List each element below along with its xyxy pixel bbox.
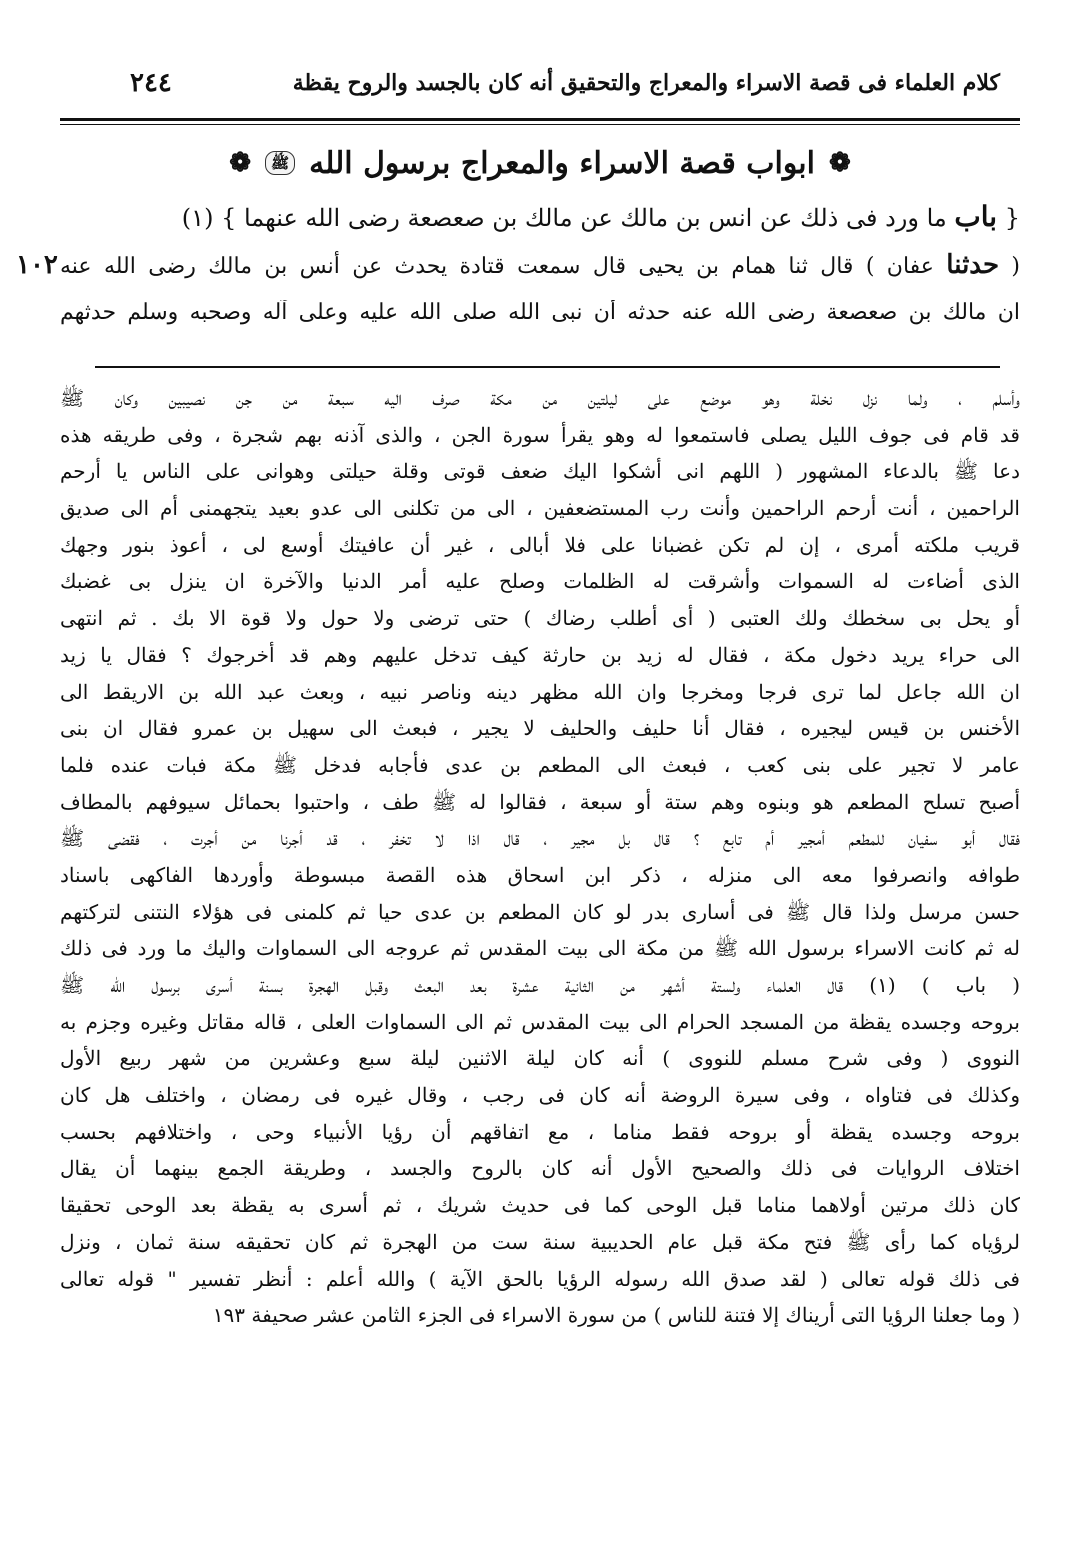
bab-heading — [120, 200, 1020, 240]
bab-note-ref: (١) — [181, 204, 214, 232]
chapter-title — [100, 140, 980, 186]
note-line: ان الله جاعل لما ترى فرجا ومخرجا وان الله مظهر دينه وناصر نبيه ، وبعث عبد الله بن الاريقط الى — [60, 679, 1020, 704]
ornament-right-icon: ❁ — [829, 148, 851, 178]
haddathana-word: حدثنا — [946, 250, 1000, 280]
note-line: دعا ﷺ بالدعاء المشهور ( اللهم انى أشكوا اليك ضعف قوتى وقلة حيلتى وهوانى على الناس يا أرحم — [60, 459, 1020, 484]
hadith-line-1 — [60, 250, 1020, 288]
hadith-line-1-text: عفان ) قال ثنا همام بن يحيى قال سمعت قتادة يحدث عن أنس بن مالك رضى الله عنه — [60, 254, 934, 279]
note-line: حسن مرسل ولذا قال ﷺ فى أسارى بدر لو كان المطعم بن عدى حيا ثم كلمنى فى هؤلاء النتنى لتركتهم — [60, 899, 1020, 924]
note-line: الذى أضاءت له السموات وأشرقت له الظلمات وصلح عليه أمر الدنيا والآخرة ان ينزل بى غضبك — [60, 569, 1020, 594]
chapter-title-text: ابواب قصة الاسراء والمعراج برسول الله — [309, 145, 815, 181]
note-line: الى حراء يريد دخول مكة ، فقال له زيد بن حارثة كيف تدخل عليهم وهم قد أخرجوك ؟ فقال يا زيد — [60, 642, 1020, 667]
note-line: بروحه وجسده يقظة من المسجد الحرام الى بيت المقدس ثم الى السماوات العلى ، قاله مقاتل وغيره وجزم به — [60, 1009, 1020, 1034]
note-line: الراحمين ، أنت أرحم الراحمين وأنت رب المستضعفين ، الى من تكلنى الى عدو بعيد يتجهمنى أم الى صديق — [60, 496, 1020, 521]
note-line: ( وما جعلنا الرؤيا التى أريناك إلا فتنة للناس ) من سورة الاسراء فى الجزء الثامن عشر صحيفة ١٩٣ — [212, 1303, 1020, 1328]
note-line: النووى ( وفى شرح مسلم للنووى ) أنه كان ليلة الاثنين ليلة سبع وعشرين من شهر ربيع الأول — [60, 1046, 1020, 1071]
note-line: طوافه وانصرفوا معه الى منزله ، ذكر ابن اسحاق هذه القصة مبسوطة وأوردها الفاكهى باسناد — [60, 862, 1020, 887]
header-title: كلام العلماء فى قصة الاسراء والمعراج والتحقيق أنه كان بالجسد والروح يقظة — [292, 70, 1000, 96]
header-rule — [60, 118, 1020, 121]
note-line: عامر لا تجير على بنى كعب ، فبعث الى المطعم بن عدى فأجابه فدخل ﷺ مكة فبات عنده فلما — [60, 752, 1020, 777]
hadith-line-2: ان مالك بن صعصعة رضى الله عنه حدثه أن نبى الله صلى الله عليه وعلى آله وصحبه وسلم حدثهم — [60, 300, 1020, 325]
note-line: بروحه وجسده يقظة أو بروحه فقط مناما ، مع اتفاقهم أن رؤيا الأنبياء وحى ، واختلافهم بحسب — [60, 1119, 1020, 1144]
note-line: اختلاف الروايات فى ذلك والصحيح الأول أنه كان بالروح والجسد ، وطريقة الجمع بينهما أن يقال — [60, 1156, 1020, 1181]
running-header — [100, 64, 1000, 102]
note-line: ( باب ) (١) قال العلماء ولستة أشهر من الثانية عشرة بعد البعث وقبل الهجرة بسنة أسرى برسول الله ﷺ — [60, 973, 1020, 997]
note-line: فقال أبو سفيان للمطعم أمجير أم تابع ؟ قال بل مجير ، قال اذا لا تخفر ، قد أجرنا من أجرت ، فقضى ﷺ — [60, 826, 1020, 851]
salawat-seal: ﷺ — [265, 151, 295, 175]
note-line: وأسلم ، ولما نزل نخلة وهو موضع على ليلتين من مكة صرف اليه سبعة من جن نصيبين وكان ﷺ — [60, 386, 1020, 410]
bracket-open: { — [997, 204, 1020, 232]
bracket-close: } — [213, 204, 237, 232]
note-line: قريب ملكته أمرى ، إن لم تكن غضبانا على فلا أبالى ، غير أن عافيتك أوسع لى ، أعوذ بنور وجهك — [60, 532, 1020, 557]
bracket-open: ( — [999, 254, 1020, 279]
page-number: ٢٤٤ — [130, 68, 172, 98]
note-line: له ثم كانت الاسراء برسول الله ﷺ من مكة الى بيت المقدس ثم عروجه الى السماوات واليك ما ورد فى ذلك — [60, 936, 1020, 961]
note-line: أو يحل بى سخطك ولك العتبى ( أى أطلب رضاك ) حتى ترضى ولا حول ولا قوة الا بك . ثم انتهى — [60, 606, 1020, 631]
note-line: قد قام فى جوف الليل يصلى فاستمعوا له وهو يقرأ سورة الجن ، والذى آذنه بهم شجرة ، وفى طريقه هذه — [60, 422, 1020, 447]
footnote-block — [60, 380, 1020, 1334]
note-line: لرؤياه كما رأى ﷺ فتح مكة قبل عام الحديبية سنة ست من الهجرة ثم كان تحقيقه سنة ثمان ، ونزل — [60, 1229, 1020, 1254]
note-line: الأخنس بن قيس ليجيره ، فقال أنا حليف والحليف لا يجير ، فبعث الى سهيل بن عمرو فقال ان بنى — [60, 716, 1020, 741]
hadith-number: ١٠٢ — [16, 250, 58, 280]
bab-word: باب — [954, 200, 998, 233]
note-line: أصبح تسلح المطعم هو وبنوه وهم ستة أو سبعة ، فقالوا له ﷺ طف ، واحتبوا بحمائل سيوفهم بالمطاف — [60, 789, 1020, 814]
ornament-left-icon: ❁ — [229, 148, 252, 178]
note-line: فى ذلك قوله تعالى ( لقد صدق الله رسوله الرؤيا بالحق الآية ) والله أعلم : أنظر تفسير " قوله تعالى — [60, 1266, 1020, 1291]
note-line: وكذلك فى فتاواه ، وفى سيرة الروضة أنه كان فى رجب ، وقال غيره فى رمضان ، واختلف هل كان — [60, 1083, 1020, 1108]
note-line: كان ذلك مرتين أولاهما مناما قبل الوحى كما فى حديث شريك ، ثم أسرى به يقظة بعد الوحى تحقيقا — [60, 1193, 1020, 1218]
footnote-separator — [95, 366, 1000, 368]
bab-text: ما ورد فى ذلك عن انس بن مالك عن مالك بن صعصعة رضى الله عنهما — [243, 204, 947, 232]
header-rule-thin — [60, 124, 1020, 125]
